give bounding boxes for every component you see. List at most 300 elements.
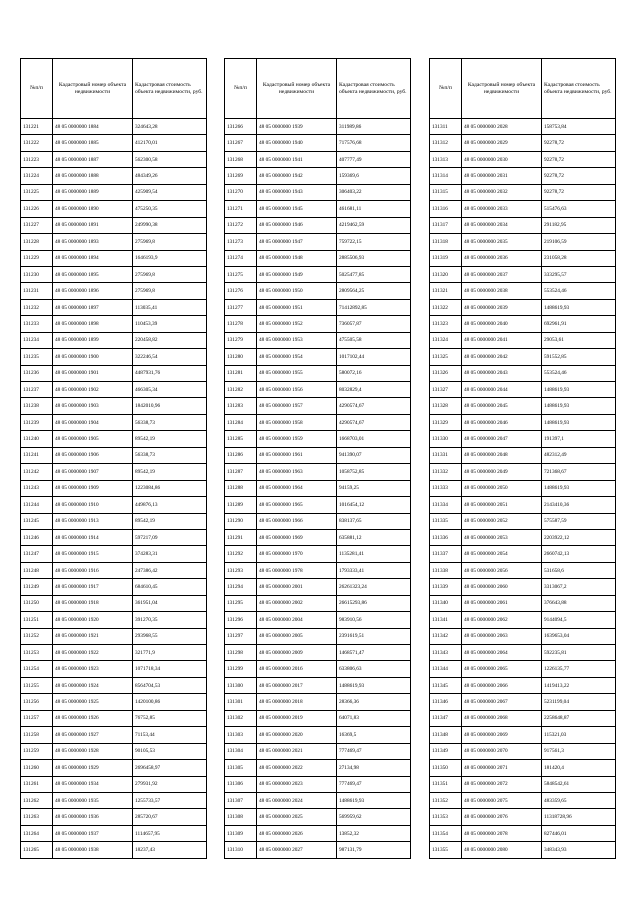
table-row bbox=[21, 316, 207, 332]
table-row bbox=[21, 398, 207, 414]
cadastral-value-cell: 562300,58 bbox=[133, 151, 207, 167]
table-row bbox=[430, 382, 616, 398]
cadastral-value-cell: 1488619,93 bbox=[337, 677, 411, 693]
cadastral-value-cell: 374283,31 bbox=[133, 546, 207, 562]
cadastral-number-cell: 48 05 0000000 1902 bbox=[53, 382, 133, 398]
cadastral-value-cell: 633806,63 bbox=[337, 661, 411, 677]
table-row bbox=[225, 497, 411, 513]
cadastral-number-cell: 48 05 0000000 2038 bbox=[462, 283, 542, 299]
cadastral-value-cell: 1226135,77 bbox=[542, 661, 616, 677]
header-cadastral-number: Кадастровый номер объекта недвижимости bbox=[462, 59, 542, 119]
table-row bbox=[225, 168, 411, 184]
cadastral-value-cell: 684610,45 bbox=[133, 579, 207, 595]
cadastral-number-cell: 48 05 0000000 1953 bbox=[257, 332, 337, 348]
cadastral-number-cell: 48 05 0000000 2047 bbox=[462, 431, 542, 447]
table-row bbox=[430, 414, 616, 430]
table-row bbox=[430, 184, 616, 200]
cadastral-value-cell: 56338,73 bbox=[133, 447, 207, 463]
cadastral-number-cell: 48 05 0000000 2053 bbox=[462, 529, 542, 545]
row-num-cell: 131337 bbox=[430, 546, 462, 562]
table-row bbox=[21, 266, 207, 282]
cadastral-number-cell: 48 05 0000000 1899 bbox=[53, 332, 133, 348]
cadastral-number-cell: 48 05 0000000 1909 bbox=[53, 480, 133, 496]
table-row bbox=[21, 792, 207, 808]
cadastral-value-cell: 692961,91 bbox=[542, 316, 616, 332]
cadastral-number-cell: 48 05 0000000 1936 bbox=[53, 809, 133, 825]
cadastral-number-cell: 48 05 0000000 2043 bbox=[462, 365, 542, 381]
row-num-cell: 131306 bbox=[225, 776, 257, 792]
row-num-cell: 131343 bbox=[430, 645, 462, 661]
table-row bbox=[21, 234, 207, 250]
cadastral-value-cell: 1488619,93 bbox=[542, 299, 616, 315]
cadastral-value-cell: 92278,72 bbox=[542, 168, 616, 184]
row-num-cell: 131354 bbox=[430, 825, 462, 841]
cadastral-value-cell: 249990,38 bbox=[133, 217, 207, 233]
cadastral-number-cell: 48 05 0000000 2020 bbox=[257, 727, 337, 743]
table-row bbox=[225, 595, 411, 611]
row-num-cell: 131331 bbox=[430, 447, 462, 463]
row-num-cell: 131348 bbox=[430, 727, 462, 743]
cadastral-number-cell: 48 05 0000000 1943 bbox=[257, 184, 337, 200]
cadastral-value-cell: 5231199,04 bbox=[542, 694, 616, 710]
table-row bbox=[430, 316, 616, 332]
row-num-cell: 131317 bbox=[430, 217, 462, 233]
table-row bbox=[21, 595, 207, 611]
cadastral-value-cell: 26261323,24 bbox=[337, 579, 411, 595]
cadastral-number-cell: 48 05 0000000 2005 bbox=[257, 628, 337, 644]
row-num-cell: 131229 bbox=[21, 250, 53, 266]
table-row bbox=[430, 792, 616, 808]
row-num-cell: 131273 bbox=[225, 234, 257, 250]
row-num-cell: 131225 bbox=[21, 184, 53, 200]
row-num-cell: 131241 bbox=[21, 447, 53, 463]
cadastral-value-cell: 553524,46 bbox=[542, 283, 616, 299]
cadastral-value-cell: 1058752,85 bbox=[337, 464, 411, 480]
cadastral-value-cell: 2258648,87 bbox=[542, 710, 616, 726]
cadastral-number-cell: 48 05 0000000 2069 bbox=[462, 727, 542, 743]
cadastral-number-cell: 48 05 0000000 1954 bbox=[257, 349, 337, 365]
cadastral-number-cell: 48 05 0000000 1961 bbox=[257, 447, 337, 463]
cadastral-value-cell: 987131,79 bbox=[337, 842, 411, 858]
row-num-cell: 131282 bbox=[225, 382, 257, 398]
cadastral-value-cell: 1488619,93 bbox=[542, 414, 616, 430]
cadastral-number-cell: 48 05 0000000 2027 bbox=[257, 842, 337, 858]
row-num-cell: 131277 bbox=[225, 299, 257, 315]
cadastral-value-cell: 26615293,86 bbox=[337, 595, 411, 611]
cadastral-number-cell: 48 05 0000000 1928 bbox=[53, 743, 133, 759]
cadastral-number-cell: 48 05 0000000 1898 bbox=[53, 316, 133, 332]
row-num-cell: 131260 bbox=[21, 760, 53, 776]
row-num-cell: 131236 bbox=[21, 365, 53, 381]
cadastral-number-cell: 48 05 0000000 2042 bbox=[462, 349, 542, 365]
cadastral-value-cell: 838137,65 bbox=[337, 513, 411, 529]
row-num-cell: 131248 bbox=[21, 562, 53, 578]
row-num-cell: 131234 bbox=[21, 332, 53, 348]
row-num-cell: 131242 bbox=[21, 464, 53, 480]
cadastral-number-cell: 48 05 0000000 1887 bbox=[53, 151, 133, 167]
cadastral-number-cell: 48 05 0000000 2060 bbox=[462, 579, 542, 595]
cadastral-number-cell: 48 05 0000000 2035 bbox=[462, 234, 542, 250]
row-num-cell: 131254 bbox=[21, 661, 53, 677]
cadastral-number-cell: 48 05 0000000 1907 bbox=[53, 464, 133, 480]
table-row bbox=[225, 710, 411, 726]
cadastral-number-cell: 48 05 0000000 2029 bbox=[462, 135, 542, 151]
row-num-cell: 131238 bbox=[21, 398, 53, 414]
row-num-cell: 131265 bbox=[21, 842, 53, 858]
table-row bbox=[430, 480, 616, 496]
table-row bbox=[21, 151, 207, 167]
cadastral-value-cell: 407777,49 bbox=[337, 151, 411, 167]
row-num-cell: 131299 bbox=[225, 661, 257, 677]
table-row bbox=[430, 151, 616, 167]
table-row bbox=[225, 677, 411, 693]
table-row bbox=[21, 349, 207, 365]
table-row bbox=[225, 546, 411, 562]
row-num-cell: 131338 bbox=[430, 562, 462, 578]
row-num-cell: 131340 bbox=[430, 595, 462, 611]
cadastral-value-cell: 321771,9 bbox=[133, 645, 207, 661]
cadastral-value-cell: 94159,25 bbox=[337, 480, 411, 496]
cadastral-number-cell: 48 05 0000000 1903 bbox=[53, 398, 133, 414]
cadastral-value-cell: 449876,13 bbox=[133, 497, 207, 513]
table-row bbox=[21, 513, 207, 529]
cadastral-number-cell: 48 05 0000000 1963 bbox=[257, 464, 337, 480]
cadastral-value-cell: 777469,47 bbox=[337, 743, 411, 759]
table-row bbox=[225, 382, 411, 398]
table-row bbox=[225, 431, 411, 447]
table-row bbox=[21, 809, 207, 825]
cadastral-value-cell: 575587,59 bbox=[542, 513, 616, 529]
cadastral-value-cell: 553524,46 bbox=[542, 365, 616, 381]
cadastral-value-cell: 181420,4 bbox=[542, 760, 616, 776]
cadastral-value-cell: 1223084,86 bbox=[133, 480, 207, 496]
row-num-cell: 131350 bbox=[430, 760, 462, 776]
row-num-cell: 131330 bbox=[430, 431, 462, 447]
row-num-cell: 131315 bbox=[430, 184, 462, 200]
table-row bbox=[225, 760, 411, 776]
cadastral-number-cell: 48 05 0000000 2080 bbox=[462, 842, 542, 858]
table-header-row bbox=[430, 59, 616, 119]
cadastral-value-cell: 76752,85 bbox=[133, 710, 207, 726]
table-row bbox=[21, 168, 207, 184]
row-num-cell: 131270 bbox=[225, 184, 257, 200]
row-num-cell: 131231 bbox=[21, 283, 53, 299]
header-cadastral-value: Кадастровая стоимость объекта недвижимости, руб. bbox=[337, 59, 411, 119]
cadastral-value-cell: 16369,5 bbox=[337, 727, 411, 743]
table-row bbox=[21, 562, 207, 578]
row-num-cell: 131237 bbox=[21, 382, 53, 398]
table-row bbox=[225, 250, 411, 266]
header-cadastral-number: Кадастровый номер объекта недвижимости bbox=[257, 59, 337, 119]
row-num-cell: 131322 bbox=[430, 299, 462, 315]
row-num-cell: 131256 bbox=[21, 694, 53, 710]
table-row bbox=[225, 151, 411, 167]
table-row bbox=[21, 365, 207, 381]
table-row bbox=[21, 727, 207, 743]
cadastral-number-cell: 48 05 0000000 2031 bbox=[462, 168, 542, 184]
cadastral-number-cell: 48 05 0000000 2061 bbox=[462, 595, 542, 611]
row-num-cell: 131224 bbox=[21, 168, 53, 184]
cadastral-value-cell: 361951,04 bbox=[133, 595, 207, 611]
row-num-cell: 131287 bbox=[225, 464, 257, 480]
table-row bbox=[430, 677, 616, 693]
row-num-cell: 131264 bbox=[21, 825, 53, 841]
table-row bbox=[225, 332, 411, 348]
row-num-cell: 131318 bbox=[430, 234, 462, 250]
row-num-cell: 131332 bbox=[430, 464, 462, 480]
header-num: №п/п bbox=[225, 59, 257, 119]
cadastral-value-cell: 191397,1 bbox=[542, 431, 616, 447]
table-row bbox=[21, 825, 207, 841]
cadastral-value-cell: 1488619,93 bbox=[337, 792, 411, 808]
table-row bbox=[21, 135, 207, 151]
row-num-cell: 131342 bbox=[430, 628, 462, 644]
cadastral-value-cell: 311989,86 bbox=[337, 119, 411, 135]
table-row bbox=[430, 595, 616, 611]
table-row bbox=[430, 283, 616, 299]
row-num-cell: 131351 bbox=[430, 776, 462, 792]
row-num-cell: 131289 bbox=[225, 497, 257, 513]
cadastral-number-cell: 48 05 0000000 1922 bbox=[53, 645, 133, 661]
cadastral-value-cell: 1255733,57 bbox=[133, 792, 207, 808]
cadastral-value-cell: 2143410,36 bbox=[542, 497, 616, 513]
row-num-cell: 131312 bbox=[430, 135, 462, 151]
cadastral-value-cell: 29053,61 bbox=[542, 332, 616, 348]
cadastral-number-cell: 48 05 0000000 1969 bbox=[257, 529, 337, 545]
cadastral-value-cell: 4290574,67 bbox=[337, 398, 411, 414]
cadastral-value-cell: 8032829,4 bbox=[337, 382, 411, 398]
cadastral-number-cell: 48 05 0000000 2063 bbox=[462, 628, 542, 644]
row-num-cell: 131279 bbox=[225, 332, 257, 348]
table-row bbox=[225, 792, 411, 808]
cadastral-number-cell: 48 05 0000000 1951 bbox=[257, 299, 337, 315]
cadastral-value-cell: 4487931,76 bbox=[133, 365, 207, 381]
cadastral-number-cell: 48 05 0000000 2021 bbox=[257, 743, 337, 759]
cadastral-number-cell: 48 05 0000000 1905 bbox=[53, 431, 133, 447]
cadastral-value-cell: 391270,35 bbox=[133, 612, 207, 628]
row-num-cell: 131355 bbox=[430, 842, 462, 858]
cadastral-value-cell: 247386,42 bbox=[133, 562, 207, 578]
table-row bbox=[225, 234, 411, 250]
table-row bbox=[21, 201, 207, 217]
table-row bbox=[430, 645, 616, 661]
cadastral-value-cell: 4219462,59 bbox=[337, 217, 411, 233]
cadastral-number-cell: 48 05 0000000 1884 bbox=[53, 119, 133, 135]
row-num-cell: 131303 bbox=[225, 727, 257, 743]
cadastral-value-cell: 1488619,93 bbox=[542, 480, 616, 496]
cadastral-number-cell: 48 05 0000000 2001 bbox=[257, 579, 337, 595]
table-row bbox=[225, 365, 411, 381]
row-num-cell: 131281 bbox=[225, 365, 257, 381]
table-row bbox=[430, 776, 616, 792]
table-header-row bbox=[21, 59, 207, 119]
row-num-cell: 131339 bbox=[430, 579, 462, 595]
cadastral-number-cell: 48 05 0000000 1897 bbox=[53, 299, 133, 315]
table-row bbox=[225, 119, 411, 135]
cadastral-table bbox=[20, 58, 207, 859]
cadastral-number-cell: 48 05 0000000 2065 bbox=[462, 661, 542, 677]
row-num-cell: 131278 bbox=[225, 316, 257, 332]
header-num: №п/п bbox=[21, 59, 53, 119]
table-row bbox=[225, 414, 411, 430]
table-row bbox=[21, 332, 207, 348]
cadastral-value-cell: 1114657,95 bbox=[133, 825, 207, 841]
cadastral-value-cell: 1668703,01 bbox=[337, 431, 411, 447]
table-row bbox=[430, 760, 616, 776]
header-num: №п/п bbox=[430, 59, 462, 119]
table-row bbox=[430, 299, 616, 315]
table-row bbox=[21, 529, 207, 545]
row-num-cell: 131283 bbox=[225, 398, 257, 414]
cadastral-value-cell: 285720,67 bbox=[133, 809, 207, 825]
row-num-cell: 131346 bbox=[430, 694, 462, 710]
cadastral-number-cell: 48 05 0000000 1950 bbox=[257, 283, 337, 299]
table-row bbox=[430, 628, 616, 644]
cadastral-number-cell: 48 05 0000000 1916 bbox=[53, 562, 133, 578]
cadastral-value-cell: 597217,09 bbox=[133, 529, 207, 545]
table-row bbox=[225, 184, 411, 200]
cadastral-value-cell: 1135281,41 bbox=[337, 546, 411, 562]
table-row bbox=[21, 677, 207, 693]
table-row bbox=[21, 842, 207, 858]
cadastral-value-cell: 27134,98 bbox=[337, 760, 411, 776]
cadastral-number-cell: 48 05 0000000 1920 bbox=[53, 612, 133, 628]
cadastral-value-cell: 484349,26 bbox=[133, 168, 207, 184]
cadastral-value-cell: 89542,19 bbox=[133, 431, 207, 447]
table-row bbox=[225, 809, 411, 825]
cadastral-value-cell: 231058,28 bbox=[542, 250, 616, 266]
table-row bbox=[430, 661, 616, 677]
row-num-cell: 131292 bbox=[225, 546, 257, 562]
row-num-cell: 131341 bbox=[430, 612, 462, 628]
cadastral-number-cell: 48 05 0000000 1935 bbox=[53, 792, 133, 808]
cadastral-value-cell: 293968,55 bbox=[133, 628, 207, 644]
cadastral-number-cell: 48 05 0000000 2078 bbox=[462, 825, 542, 841]
cadastral-number-cell: 48 05 0000000 1925 bbox=[53, 694, 133, 710]
table-header-row bbox=[225, 59, 411, 119]
cadastral-number-cell: 48 05 0000000 2068 bbox=[462, 710, 542, 726]
cadastral-value-cell: 591552,85 bbox=[542, 349, 616, 365]
cadastral-value-cell: 569959,62 bbox=[337, 809, 411, 825]
cadastral-value-cell: 475250,35 bbox=[133, 201, 207, 217]
cadastral-value-cell: 279931,92 bbox=[133, 776, 207, 792]
table-row bbox=[225, 825, 411, 841]
row-num-cell: 131284 bbox=[225, 414, 257, 430]
table-row bbox=[225, 579, 411, 595]
table-row bbox=[225, 349, 411, 365]
cadastral-value-cell: 89542,19 bbox=[133, 513, 207, 529]
cadastral-number-cell: 48 05 0000000 1937 bbox=[53, 825, 133, 841]
row-num-cell: 131251 bbox=[21, 612, 53, 628]
cadastral-number-cell: 48 05 0000000 1893 bbox=[53, 234, 133, 250]
table-row bbox=[21, 480, 207, 496]
table-row bbox=[21, 579, 207, 595]
row-num-cell: 131223 bbox=[21, 151, 53, 167]
cadastral-number-cell: 48 05 0000000 1914 bbox=[53, 529, 133, 545]
table-row bbox=[225, 727, 411, 743]
cadastral-number-cell: 48 05 0000000 2045 bbox=[462, 398, 542, 414]
header-cadastral-value: Кадастровая стоимость объекта недвижимости, руб. bbox=[133, 59, 207, 119]
cadastral-number-cell: 48 05 0000000 1939 bbox=[257, 119, 337, 135]
cadastral-value-cell: 983910,56 bbox=[337, 612, 411, 628]
cadastral-number-cell: 48 05 0000000 1949 bbox=[257, 266, 337, 282]
cadastral-number-cell: 48 05 0000000 1929 bbox=[53, 760, 133, 776]
cadastral-value-cell: 158753,84 bbox=[542, 119, 616, 135]
cadastral-value-cell: 291182,95 bbox=[542, 217, 616, 233]
cadastral-number-cell: 48 05 0000000 1888 bbox=[53, 168, 133, 184]
cadastral-value-cell: 1016454,12 bbox=[337, 497, 411, 513]
cadastral-value-cell: 306403,22 bbox=[337, 184, 411, 200]
cadastral-value-cell: 2203922,12 bbox=[542, 529, 616, 545]
cadastral-number-cell: 48 05 0000000 2076 bbox=[462, 809, 542, 825]
cadastral-number-cell: 48 05 0000000 1948 bbox=[257, 250, 337, 266]
cadastral-number-cell: 48 05 0000000 1896 bbox=[53, 283, 133, 299]
table-row bbox=[430, 447, 616, 463]
row-num-cell: 131245 bbox=[21, 513, 53, 529]
cadastral-value-cell: 1071718,34 bbox=[133, 661, 207, 677]
cadastral-number-cell: 48 05 0000000 2040 bbox=[462, 316, 542, 332]
cadastral-value-cell: 71412892,85 bbox=[337, 299, 411, 315]
row-num-cell: 131305 bbox=[225, 760, 257, 776]
table-row bbox=[430, 332, 616, 348]
cadastral-value-cell: 90105,53 bbox=[133, 743, 207, 759]
table-row bbox=[225, 661, 411, 677]
cadastral-number-cell: 48 05 0000000 2016 bbox=[257, 661, 337, 677]
cadastral-number-cell: 48 05 0000000 2033 bbox=[462, 201, 542, 217]
cadastral-number-cell: 48 05 0000000 2049 bbox=[462, 464, 542, 480]
cadastral-number-cell: 48 05 0000000 1947 bbox=[257, 234, 337, 250]
row-num-cell: 131268 bbox=[225, 151, 257, 167]
cadastral-value-cell: 941390,07 bbox=[337, 447, 411, 463]
cadastral-value-cell: 1468571,47 bbox=[337, 645, 411, 661]
cadastral-number-cell: 48 05 0000000 2052 bbox=[462, 513, 542, 529]
cadastral-number-cell: 48 05 0000000 1923 bbox=[53, 661, 133, 677]
row-num-cell: 131276 bbox=[225, 283, 257, 299]
table-row bbox=[430, 546, 616, 562]
row-num-cell: 131300 bbox=[225, 677, 257, 693]
row-num-cell: 131269 bbox=[225, 168, 257, 184]
row-num-cell: 131240 bbox=[21, 431, 53, 447]
cadastral-number-cell: 48 05 0000000 1901 bbox=[53, 365, 133, 381]
table-row bbox=[21, 743, 207, 759]
row-num-cell: 131328 bbox=[430, 398, 462, 414]
cadastral-number-cell: 48 05 0000000 2048 bbox=[462, 447, 542, 463]
row-num-cell: 131222 bbox=[21, 135, 53, 151]
table-row bbox=[430, 842, 616, 858]
cadastral-number-cell: 48 05 0000000 2070 bbox=[462, 743, 542, 759]
cadastral-number-cell: 48 05 0000000 2050 bbox=[462, 480, 542, 496]
table-row bbox=[430, 694, 616, 710]
row-num-cell: 131352 bbox=[430, 792, 462, 808]
row-num-cell: 131250 bbox=[21, 595, 53, 611]
row-num-cell: 131294 bbox=[225, 579, 257, 595]
table-row bbox=[225, 299, 411, 315]
row-num-cell: 131304 bbox=[225, 743, 257, 759]
table-row bbox=[225, 743, 411, 759]
cadastral-value-cell: 89542,19 bbox=[133, 464, 207, 480]
cadastral-value-cell: 333295,57 bbox=[542, 266, 616, 282]
row-num-cell: 131309 bbox=[225, 825, 257, 841]
cadastral-value-cell: 376643,88 bbox=[542, 595, 616, 611]
table-row bbox=[225, 447, 411, 463]
cadastral-value-cell: 3313067,2 bbox=[542, 579, 616, 595]
table-row bbox=[225, 398, 411, 414]
table-row bbox=[21, 250, 207, 266]
cadastral-number-cell: 48 05 0000000 1885 bbox=[53, 135, 133, 151]
row-num-cell: 131293 bbox=[225, 562, 257, 578]
cadastral-value-cell: 482312,49 bbox=[542, 447, 616, 463]
cadastral-value-cell: 92278,72 bbox=[542, 151, 616, 167]
